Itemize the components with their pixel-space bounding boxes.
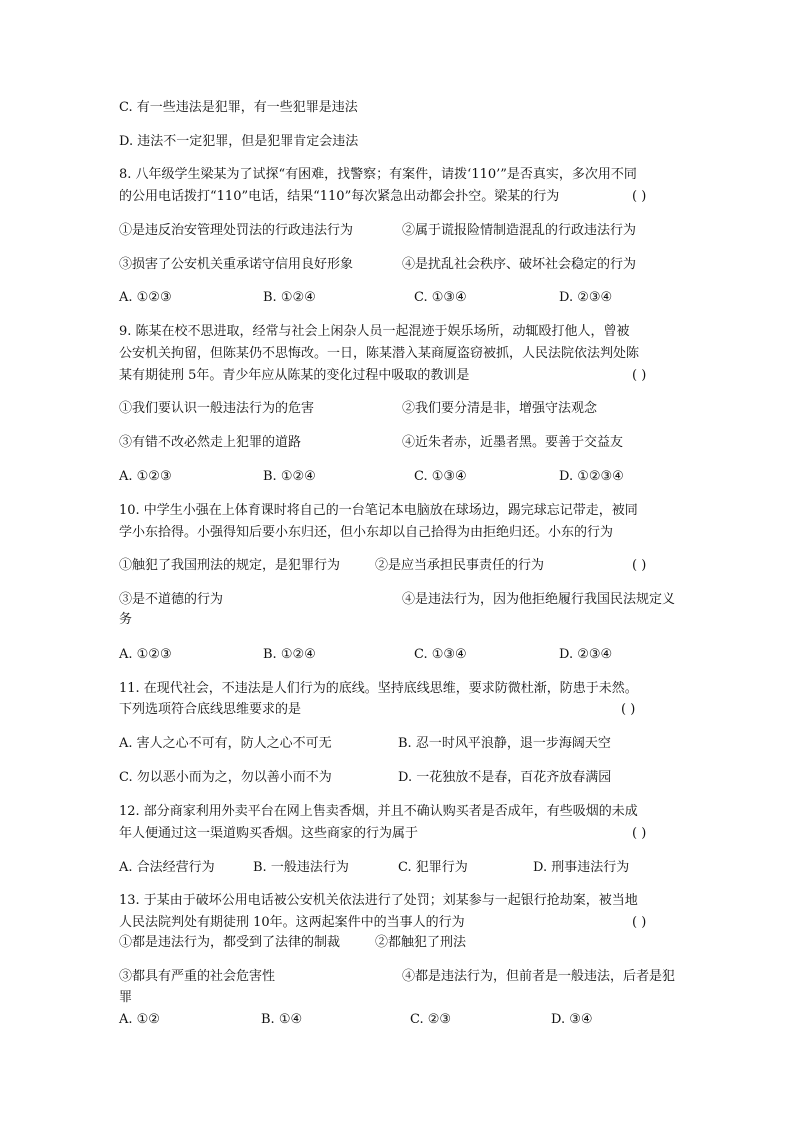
q12-choice-d: D. 刑事违法行为: [533, 860, 630, 875]
q13-stem-line-2: 人民法院判处有期徒刑 10年。这两起案件中的当事人的行为: [119, 915, 465, 930]
q9-choice-a: A. ①②③: [119, 469, 172, 484]
q9-statement-3: ③有错不改必然走上犯罪的道路: [119, 435, 302, 450]
q8-answer-blank: ( ): [632, 189, 647, 204]
q10-choice-b: B. ①②④: [263, 647, 316, 662]
q8-choice-b: B. ①②④: [263, 290, 316, 305]
q10-choice-d: D. ②③④: [559, 647, 613, 662]
q7-option-c: C. 有一些违法是犯罪，有一些犯罪是违法: [119, 100, 358, 115]
q13-choice-a: A. ①②: [119, 1012, 160, 1027]
q11-answer-blank: ( ): [621, 702, 636, 717]
q8-stem-line-2: 的公用电话拨打“110”电话，结果“110”每次紧急出动都会扑空。梁某的行为: [119, 189, 560, 204]
q11-stem-line-1: 11. 在现代社会，不违法是人们行为的底线。坚持底线思维，要求防微杜渐，防患于未然。: [119, 681, 638, 696]
q11-choice-d: D. 一花独放不是春，百花齐放春满园: [398, 770, 612, 785]
q8-statement-3: ③损害了公安机关重承诺守信用良好形象: [119, 257, 354, 272]
q10-statement-4: ④是违法行为，因为他拒绝履行我国民法规定义: [402, 592, 676, 607]
q8-choice-c: C. ①③④: [414, 290, 467, 305]
q9-statement-1: ①我们要认识一般违法行为的危害: [119, 401, 315, 416]
q7-option-d: D. 违法不一定犯罪，但是犯罪肯定会违法: [119, 134, 359, 149]
q10-statement-1: ①触犯了我国刑法的规定，是犯罪行为: [119, 558, 341, 573]
q10-stem-line-1: 10. 中学生小强在上体育课时将自己的一台笔记本电脑放在球场边，踢完球忘记带走，被同: [119, 503, 638, 518]
q8-choice-d: D. ②③④: [559, 290, 613, 305]
q12-choice-b: B. 一般违法行为: [253, 860, 349, 875]
q11-choice-b: B. 忍一时风平浪静，退一步海阔天空: [398, 736, 611, 751]
q9-stem-line-2: 公安机关拘留，但陈某仍不思悔改。一日，陈某潜入某商厦盗窃被抓，人民法院依法判处陈: [119, 346, 640, 361]
q10-choice-a: A. ①②③: [119, 647, 172, 662]
q12-stem-line-2: 年人便通过这一渠道购买香烟。这些商家的行为属于: [119, 826, 419, 841]
q9-choice-b: B. ①②④: [263, 469, 316, 484]
q12-answer-blank: ( ): [632, 826, 647, 841]
q10-stem-line-2: 学小东拾得。小强得知后要小东归还，但小东却以自己拾得为由拒绝归还。小东的行为: [119, 525, 614, 540]
q9-choice-c: C. ①③④: [414, 469, 467, 484]
q11-stem-line-2: 下列选项符合底线思维要求的是: [119, 702, 302, 717]
q13-choice-d: D. ③④: [551, 1012, 593, 1027]
q12-choice-c: C. 犯罪行为: [398, 860, 468, 875]
q10-choice-c: C. ①③④: [414, 647, 467, 662]
q12-choice-a: A. 合法经营行为: [119, 860, 215, 875]
q9-stem-line-3: 某有期徒刑 5年。青少年应从陈某的变化过程中吸取的教训是: [119, 368, 470, 383]
q9-statement-4: ④近朱者赤，近墨者黑。要善于交益友: [402, 435, 624, 450]
q10-statement-2: ②是应当承担民事责任的行为: [375, 558, 545, 573]
q10-answer-blank: ( ): [632, 558, 647, 573]
q9-stem-line-1: 9. 陈某在校不思进取，经常与社会上闲杂人员一起混迹于娱乐场所，动辄殴打他人，曾被: [119, 324, 630, 339]
q13-answer-blank: ( ): [632, 915, 647, 930]
q8-stem-line-1: 8. 八年级学生梁某为了试探“有困难，找警察；有案件，请拨‘110’”是否真实，多次用不同: [119, 167, 637, 182]
q11-choice-a: A. 害人之心不可有，防人之心不可无: [119, 736, 332, 751]
q11-choice-c: C. 勿以恶小而为之，勿以善小而不为: [119, 770, 332, 785]
q8-statement-2: ②属于谎报险情制造混乱的行政违法行为: [402, 223, 637, 238]
q9-choice-d: D. ①②③④: [559, 469, 624, 484]
q9-answer-blank: ( ): [632, 368, 647, 383]
q13-statement-3: ③都具有严重的社会危害性: [119, 969, 276, 984]
q13-stem-line-1: 13. 于某由于破坏公用电话被公安机关依法进行了处罚；刘某参与一起银行抢劫案，被当地: [119, 893, 638, 908]
q13-choice-c: C. ②③: [410, 1012, 452, 1027]
q12-stem-line-1: 12. 部分商家利用外卖平台在网上售卖香烟，并且不确认购买者是否成年，有些吸烟的未成: [119, 804, 638, 819]
q9-statement-2: ②我们要分清是非，增强守法观念: [402, 401, 598, 416]
q13-statement-1: ①都是违法行为，都受到了法律的制裁: [119, 935, 341, 950]
q13-statement-4-wrap: 罪: [119, 990, 133, 1005]
q10-statement-3: ③是不道德的行为: [119, 592, 224, 607]
q8-statement-4: ④是扰乱社会秩序、破坏社会稳定的行为: [402, 257, 637, 272]
q10-statement-4-wrap: 务: [119, 612, 133, 627]
q8-choice-a: A. ①②③: [119, 290, 172, 305]
q13-choice-b: B. ①④: [261, 1012, 303, 1027]
q8-statement-1: ①是违反治安管理处罚法的行政违法行为: [119, 223, 354, 238]
q13-statement-4: ④都是违法行为，但前者是一般违法，后者是犯: [402, 969, 676, 984]
q13-statement-2: ②都触犯了刑法: [375, 935, 467, 950]
